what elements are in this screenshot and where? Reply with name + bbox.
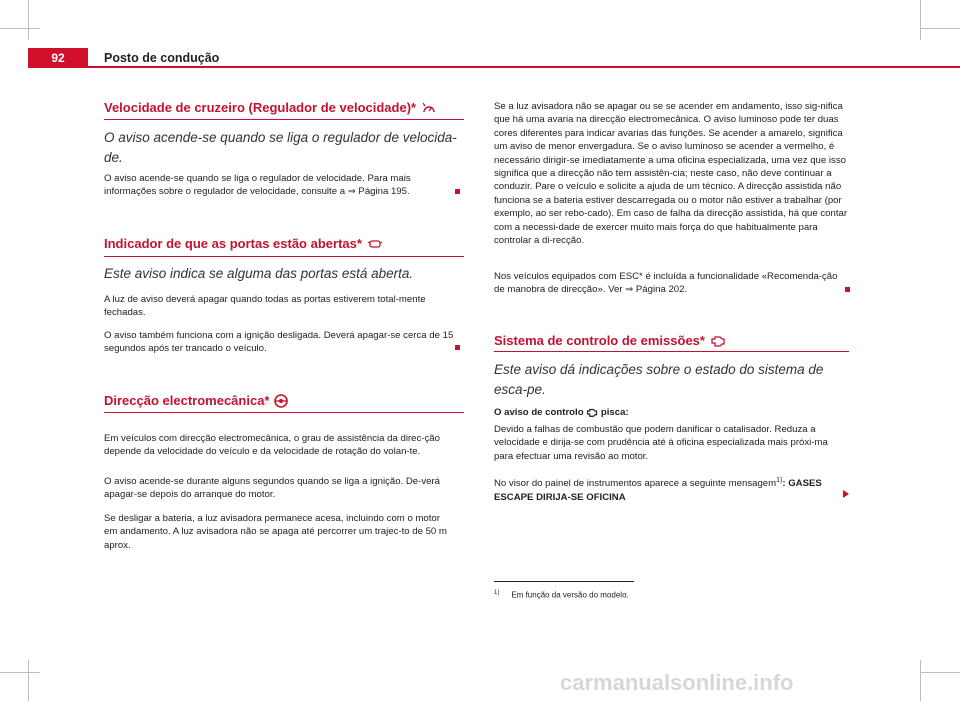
message-text: : GASES: [782, 478, 822, 490]
text: No visor do painel de instrumentos aparece a seguinte mensagem: [494, 478, 777, 490]
paragraph: Devido a falhas de combustão que podem danificar o catalisador. Reduza a velocidade e dirija-se com prudência até à oficina especializada mais próxi-ma para efectuar uma revisão ao motor.: [494, 424, 828, 462]
paragraph: O aviso também funciona com a ignição desligada. Deverá apagar-se cerca de 15 segundos após ter trancado o veículo.: [104, 330, 454, 355]
heading-rule: [104, 256, 464, 257]
page-number: 92: [28, 48, 88, 68]
heading-text: Indicador de que as portas estão abertas*: [104, 236, 362, 251]
crop-mark: [920, 672, 960, 673]
crop-mark: [920, 28, 960, 29]
engine-icon: [586, 408, 598, 417]
footnote-ref: 1): [776, 477, 783, 484]
continue-arrow: [843, 490, 849, 498]
watermark: carmanualsonline.info: [560, 670, 794, 695]
paragraph: Em veículos com direcção electromecânica, o grau de assistência da direc-ção depende da velocidade do veículo e da velocidade de rotação do volan-te.: [104, 433, 440, 458]
footnote-rule: [494, 581, 634, 582]
crop-mark: [28, 660, 29, 701]
steering-wheel-icon: [274, 394, 288, 408]
paragraph: Nos veículos equipados com ESC* é incluída a funcionalidade «Recomenda-ção de manobra de direcção». Ver ⇒ Página 202.: [494, 271, 838, 296]
header-rule: [88, 66, 960, 68]
engine-icon: [710, 335, 726, 347]
heading-emissions: [494, 333, 726, 348]
heading-text: Sistema de controlo de emissões*: [494, 333, 705, 348]
section-end-mark: [845, 287, 850, 292]
heading-rule: [494, 351, 849, 352]
heading-cruise-control: [104, 100, 437, 115]
page-header-title: Posto de condução: [104, 51, 220, 65]
footnote-text: Em função da versão do modelo.: [511, 590, 629, 600]
cruise-control-icon: [421, 102, 437, 114]
footnote-mark: 1): [494, 590, 500, 596]
message-text: ESCAPE DIRIJA-SE OFICINA: [494, 491, 626, 503]
section-end-mark: [455, 189, 460, 194]
heading-text: Velocidade de cruzeiro (Regulador de velocidade)*: [104, 100, 417, 115]
heading-rule: [104, 412, 464, 413]
heading-steering: [104, 393, 288, 408]
lead-doors: Este aviso indica se alguma das portas está aberta.: [104, 266, 414, 281]
crop-mark: [920, 0, 921, 40]
paragraph: Se desligar a bateria, a luz avisadora permanece acesa, incluindo com o motor em andamento. A luz avisadora não se apaga até percorrer um trajec-to de 50 m aprox.: [104, 513, 447, 551]
paragraph: O aviso acende-se durante alguns segundos quando se liga a ignição. De-verá apagar-se depois do arranque do motor.: [104, 476, 441, 501]
subheading-emissions: [494, 406, 849, 419]
subheading-text: pisca:: [600, 407, 629, 418]
lead-cruise: O aviso acende-se quando se liga o regulador de velocida-de.: [104, 130, 457, 165]
paragraph-message: [494, 474, 849, 504]
heading-rule: [104, 119, 464, 120]
door-open-icon: [367, 238, 383, 250]
footnote: [494, 590, 629, 600]
crop-mark: [28, 0, 29, 40]
heading-doors-open: [104, 236, 383, 251]
subheading-text: O aviso de controlo: [494, 407, 584, 418]
paragraph: Se a luz avisadora não se apagar ou se se acender em andamento, isso sig-nifica que há uma avaria na direcção electromecânica. O aviso luminoso pode ter duas cores diferentes para indicar avarias das funções. Se acender a amarelo, significa um aviso de menor envergadura. Se o aviso luminoso se acender a vermelho, é necessário dirigir-se imediatamente a uma oficina especializada, uma vez que isso significa que a direcção não tem assistên-cia; neste caso, não deve continuar a conduzir. Pare o veículo e solicite a ajuda de um técnico. A direcção assistida não funciona se a bateria estiver descarregada ou o motor não estiver a trabalhar (por exemplo, ao ser rebo-cado). Em caso de falha da direcção assistida, há que contar com a necessi-dade de exercer muito mais força do que habitualmente para controlar a di-recção.: [494, 101, 848, 247]
paragraph: A luz de aviso deverá apagar quando todas as portas estiverem total-mente fechadas.: [104, 294, 426, 319]
crop-mark: [0, 28, 40, 29]
crop-mark: [920, 660, 921, 701]
crop-mark: [0, 672, 40, 673]
section-end-mark: [455, 345, 460, 350]
paragraph: O aviso acende-se quando se liga o regulador de velocidade. Para mais informações sobre o regulador de velocidade, consulte a ⇒ Página 195.: [104, 173, 411, 198]
lead-emissions: Este aviso dá indicações sobre o estado do sistema de esca-pe.: [494, 362, 824, 397]
heading-text: Direcção electromecânica*: [104, 393, 270, 408]
